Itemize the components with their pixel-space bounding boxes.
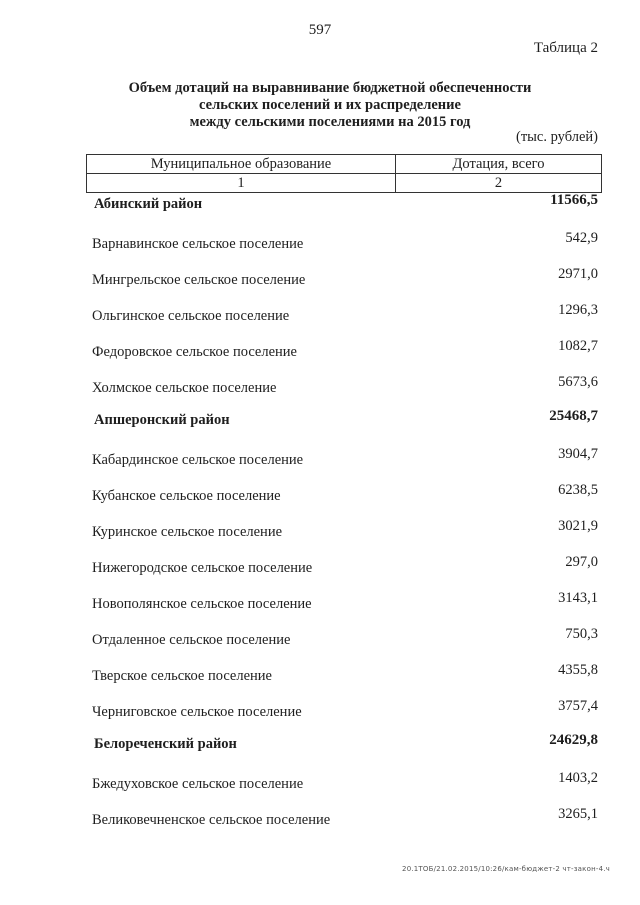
settlement-name: Отдаленное сельское поселение xyxy=(92,632,291,648)
subsidy-value: 3021,9 xyxy=(558,518,598,534)
settlement-name: Куринское сельское поселение xyxy=(92,524,283,540)
table-body xyxy=(0,192,640,840)
settlement-name: Бжедуховское сельское поселение xyxy=(92,776,304,792)
subsidy-value: 3904,7 xyxy=(558,446,598,462)
header-row xyxy=(87,155,602,174)
settlement-name: Нижегородское сельское поселение xyxy=(92,560,313,576)
district-total: 11566,5 xyxy=(550,192,598,208)
table-row xyxy=(0,516,640,552)
table-row xyxy=(0,372,640,408)
settlement-name: Великовечненское сельское поселение xyxy=(92,812,331,828)
settlement-name: Мингрельское сельское поселение xyxy=(92,272,306,288)
table-row xyxy=(0,552,640,588)
settlement-name: Кабардинское сельское поселение xyxy=(92,452,304,468)
district-total: 24629,8 xyxy=(549,732,598,748)
units-label: (тыс. рублей) xyxy=(516,129,598,145)
column-number-2: 2 xyxy=(396,174,602,193)
settlement-name: Черниговское сельское поселение xyxy=(92,704,302,720)
subsidy-value: 750,3 xyxy=(565,626,598,642)
district-row xyxy=(0,732,640,768)
subsidy-value: 1296,3 xyxy=(558,302,598,318)
settlement-name: Холмское сельское поселение xyxy=(92,380,277,396)
column-number-row xyxy=(87,174,602,193)
footer-stamp: 20.1ТОБ/21.02.2015/10:26/кам-бюджет-2 чт-закон-4.ч xyxy=(402,865,610,873)
subsidy-value: 1403,2 xyxy=(558,770,598,786)
column-header-municipality: Муниципальное образование xyxy=(87,155,396,174)
district-name: Апшеронский район xyxy=(94,412,230,428)
table-row xyxy=(0,660,640,696)
district-total: 25468,7 xyxy=(549,408,598,424)
subsidy-value: 1082,7 xyxy=(558,338,598,354)
column-header-subsidy: Дотация, всего xyxy=(396,155,602,174)
subsidy-value: 2971,0 xyxy=(558,266,598,282)
settlement-name: Федоровское сельское поселение xyxy=(92,344,297,360)
subsidy-value: 4355,8 xyxy=(558,662,598,678)
table-row xyxy=(0,228,640,264)
table-row xyxy=(0,336,640,372)
table-row xyxy=(0,264,640,300)
table-row xyxy=(0,804,640,840)
subsidy-value: 3757,4 xyxy=(558,698,598,714)
table-row xyxy=(0,768,640,804)
district-row xyxy=(0,408,640,444)
title-line-2: сельских поселений и их распределение xyxy=(199,97,461,113)
subsidy-value: 542,9 xyxy=(565,230,598,246)
settlement-name: Тверское сельское поселение xyxy=(92,668,272,684)
table-row xyxy=(0,588,640,624)
district-name: Белореченский район xyxy=(94,736,237,752)
column-number-1: 1 xyxy=(87,174,396,193)
settlement-name: Варнавинское сельское поселение xyxy=(92,236,304,252)
table-label: Таблица 2 xyxy=(533,40,598,56)
title-line-1: Объем дотаций на выравнивание бюджетной обеспеченности xyxy=(128,80,532,96)
table-row xyxy=(0,444,640,480)
settlement-name: Кубанское сельское поселение xyxy=(92,488,281,504)
table-row xyxy=(0,696,640,732)
subsidy-value: 3265,1 xyxy=(558,806,598,822)
subsidy-value: 297,0 xyxy=(565,554,598,570)
table-row xyxy=(0,480,640,516)
subsidy-value: 3143,1 xyxy=(558,590,598,606)
document-title xyxy=(60,80,600,131)
district-name: Абинский район xyxy=(94,196,203,212)
table-row xyxy=(0,624,640,660)
subsidy-value: 6238,5 xyxy=(558,482,598,498)
table-header xyxy=(86,154,602,193)
subsidy-value: 5673,6 xyxy=(558,374,598,390)
settlement-name: Ольгинское сельское поселение xyxy=(92,308,290,324)
table-row xyxy=(0,300,640,336)
district-row xyxy=(0,192,640,228)
title-line-3: между сельскими поселениями на 2015 год xyxy=(189,114,471,130)
page-number: 597 xyxy=(308,22,332,38)
settlement-name: Новополянское сельское поселение xyxy=(92,596,312,612)
